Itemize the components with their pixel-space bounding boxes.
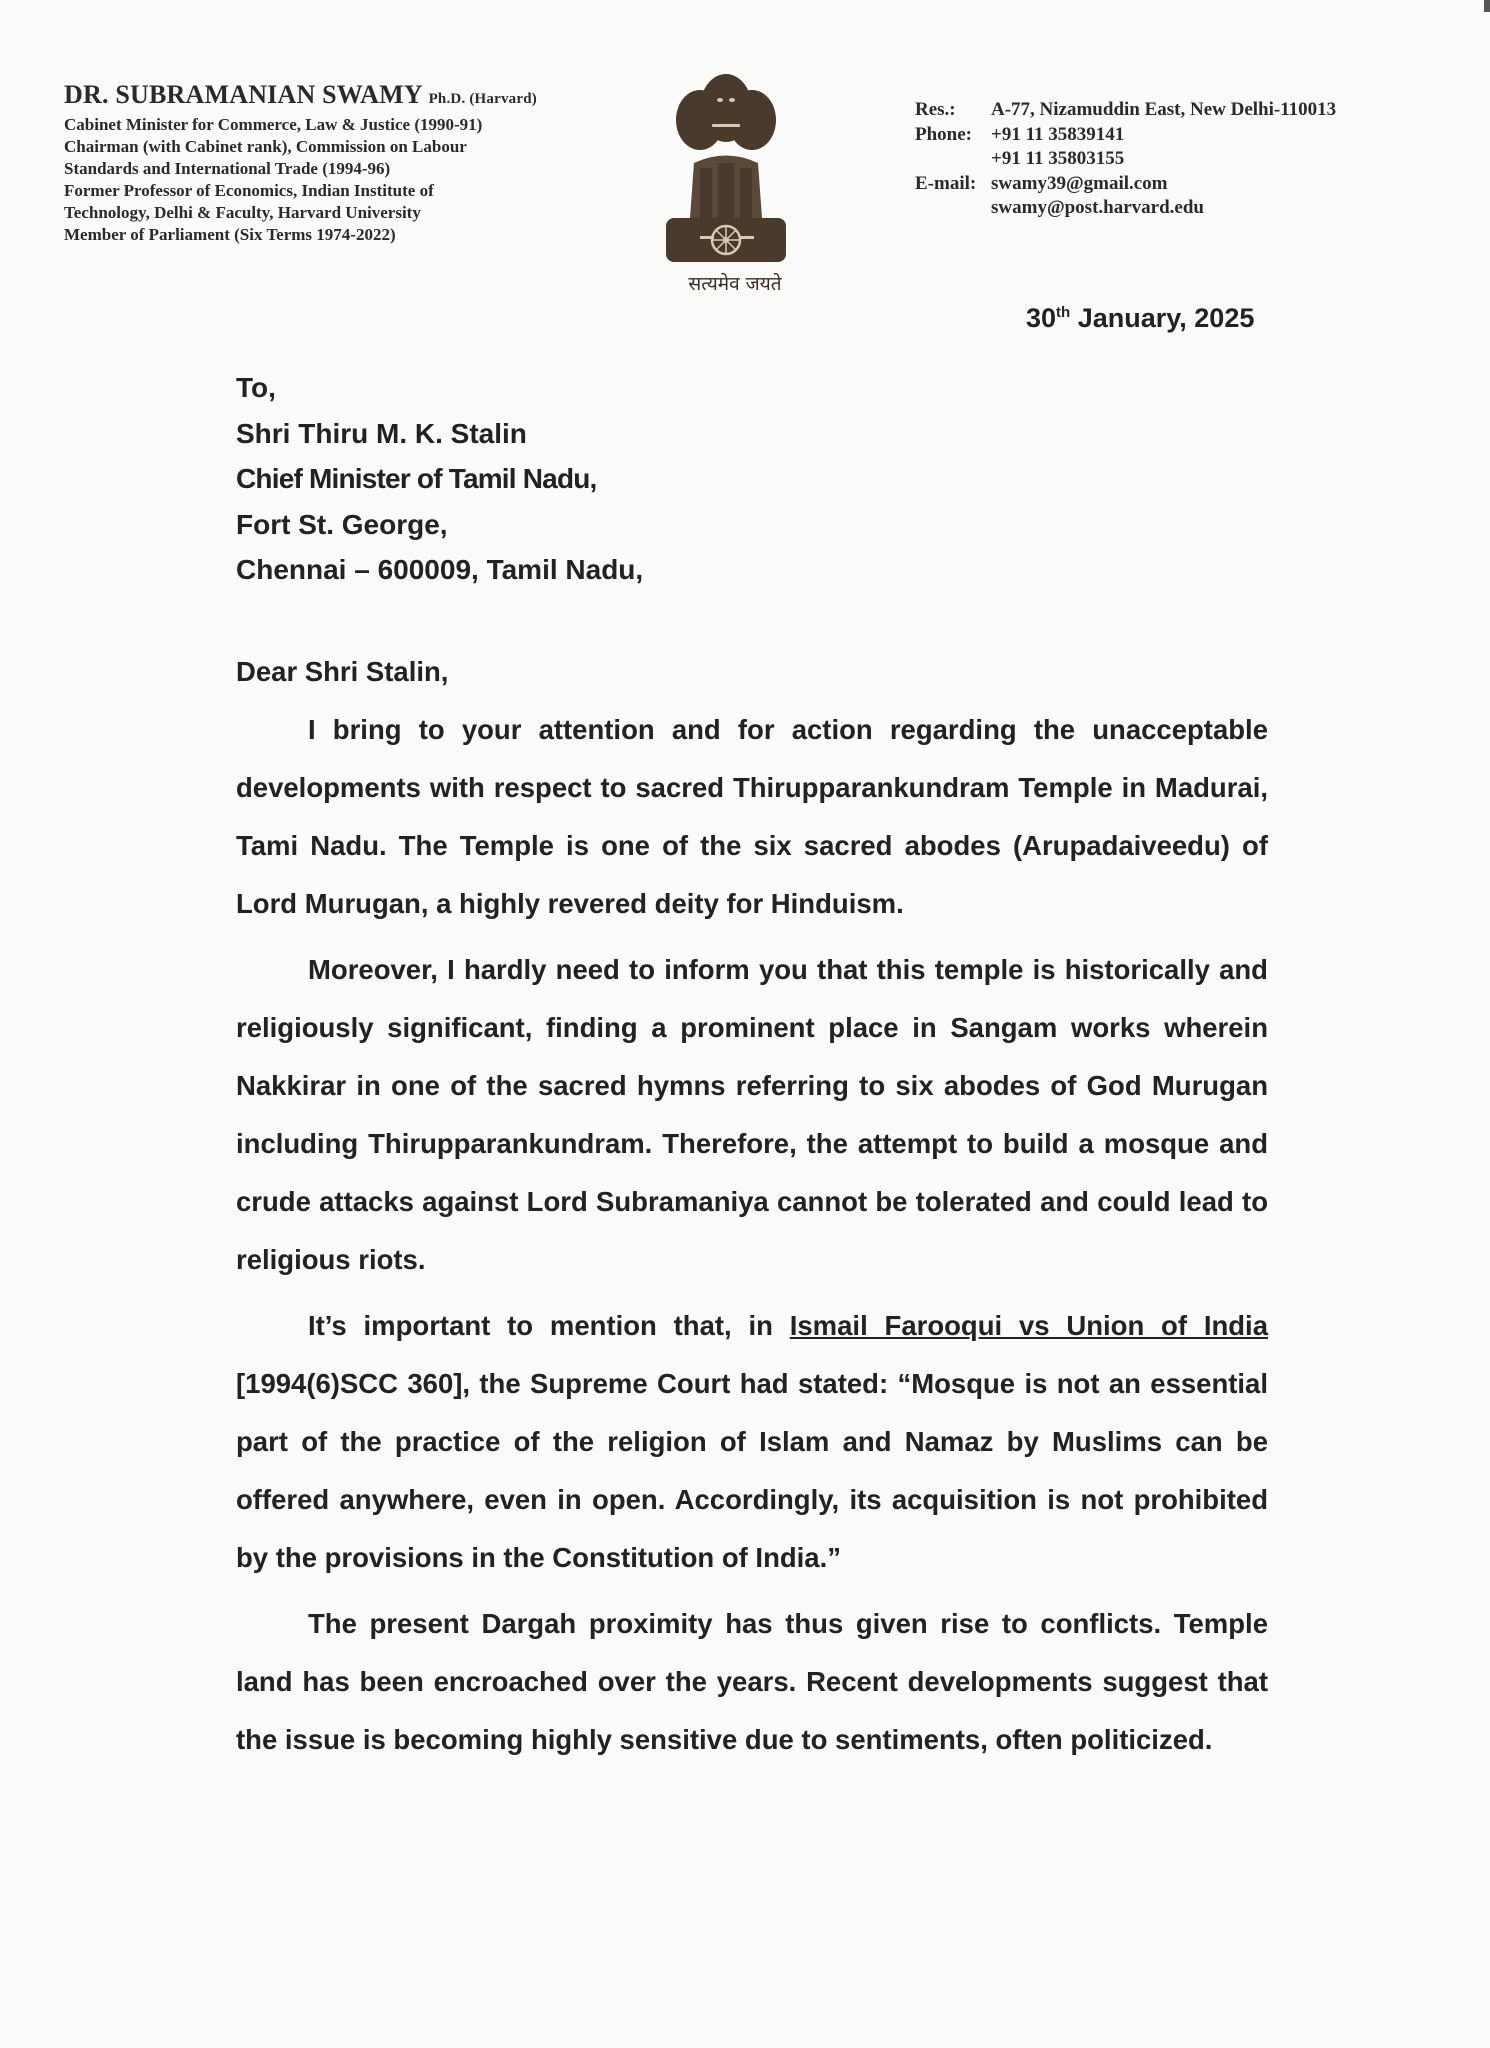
case-citation: Ismail Farooqui vs Union of India	[789, 1310, 1268, 1341]
letter-body	[236, 643, 1268, 1769]
recipient-name: Shri Thiru M. K. Stalin	[236, 417, 527, 449]
paragraph-text: [1994(6)SCC 360], the Supreme Court had stated: “Mosque is not an essential part of the practice of the religion of Islam and Namaz by Muslims can be offered anywhere, even in open. Accordingly, its acquisition is not prohibited by the provisions in the Constitution of India.”	[236, 1368, 1268, 1573]
salutation: Dear Shri Stalin,	[236, 656, 449, 687]
email-row	[915, 196, 1435, 221]
paragraph: Moreover, I hardly need to inform you that this temple is historically and religiously significant, finding a prominent place in Sangam works wherein Nakkirar in one of the sacred hymns referring to six abodes of God Murugan including Thirupparankundram. Therefore, the attempt to build a mosque and crude attacks against Lord Subramaniya cannot be tolerated and could lead to religious riots.	[236, 954, 1268, 1275]
email-address: swamy39@gmail.com	[991, 172, 1168, 194]
email-address: swamy@post.harvard.edu	[991, 197, 1204, 218]
paragraph-text: It’s important to mention that, in	[308, 1310, 790, 1341]
sender-name-line	[64, 80, 624, 114]
recipient-designation: Chief Minister of Tamil Nadu,	[236, 463, 597, 494]
emblem-motto: सत्यमेव जयते	[688, 273, 782, 295]
credential-line: Former Professor of Economics, Indian Institute of	[64, 181, 434, 200]
paragraph: I bring to your attention and for action regarding the unacceptable developments with respect to sacred Thirupparankundram Temple in Madurai, Tami Nadu. The Temple is one of the six sacred abodes (Arupadaiveedu) of Lord Murugan, a highly revered deity for Hinduism.	[236, 714, 1268, 919]
national-emblem-icon	[660, 68, 792, 268]
sender-degree: Ph.D. (Harvard)	[428, 91, 537, 107]
scan-edge-mark	[1484, 0, 1490, 12]
phone-number: +91 11 35803155	[991, 148, 1125, 169]
recipient-address-line: Chennai – 600009, Tamil Nadu,	[236, 554, 644, 585]
credential-line: Member of Parliament (Six Terms 1974-2022)	[64, 225, 396, 244]
recipient-address-line: Fort St. George,	[236, 508, 448, 540]
letterhead-credentials	[64, 80, 624, 246]
phone-number: +91 11 35839141	[991, 123, 1125, 145]
phone-row	[915, 147, 1435, 172]
credential-line: Standards and International Trade (1994-96)	[64, 159, 391, 178]
credential-line: Technology, Delhi & Faculty, Harvard University	[64, 203, 421, 222]
date-rest: January, 2025	[1077, 303, 1255, 333]
paragraph: The present Dargah proximity has thus given rise to conflicts. Temple land has been encroached over the years. Recent developments suggest that the issue is becoming highly sensitive due to sentiments, often politicized.	[236, 1608, 1268, 1755]
phone-row	[915, 123, 1435, 148]
residence-label: Res.:	[915, 99, 956, 120]
letterhead-contact	[915, 98, 1435, 221]
email-label: E-mail:	[915, 172, 977, 194]
email-row	[915, 172, 1435, 197]
residence-row	[915, 98, 1435, 123]
paragraph	[236, 1297, 1268, 1587]
recipient-block	[236, 365, 643, 593]
phone-label: Phone:	[915, 123, 972, 145]
to-line: To,	[236, 372, 276, 403]
credential-line: Cabinet Minister for Commerce, Law & Justice (1990-91)	[64, 115, 483, 134]
credential-line: Chairman (with Cabinet rank), Commission on Labour	[64, 137, 467, 156]
residence-address: A-77, Nizamuddin East, New Delhi-110013	[991, 99, 1337, 120]
letter-date	[1026, 303, 1254, 334]
date-day: 30	[1026, 303, 1057, 333]
sender-name: DR. SUBRAMANIAN SWAMY	[64, 80, 422, 109]
date-suffix: th	[1056, 304, 1071, 321]
